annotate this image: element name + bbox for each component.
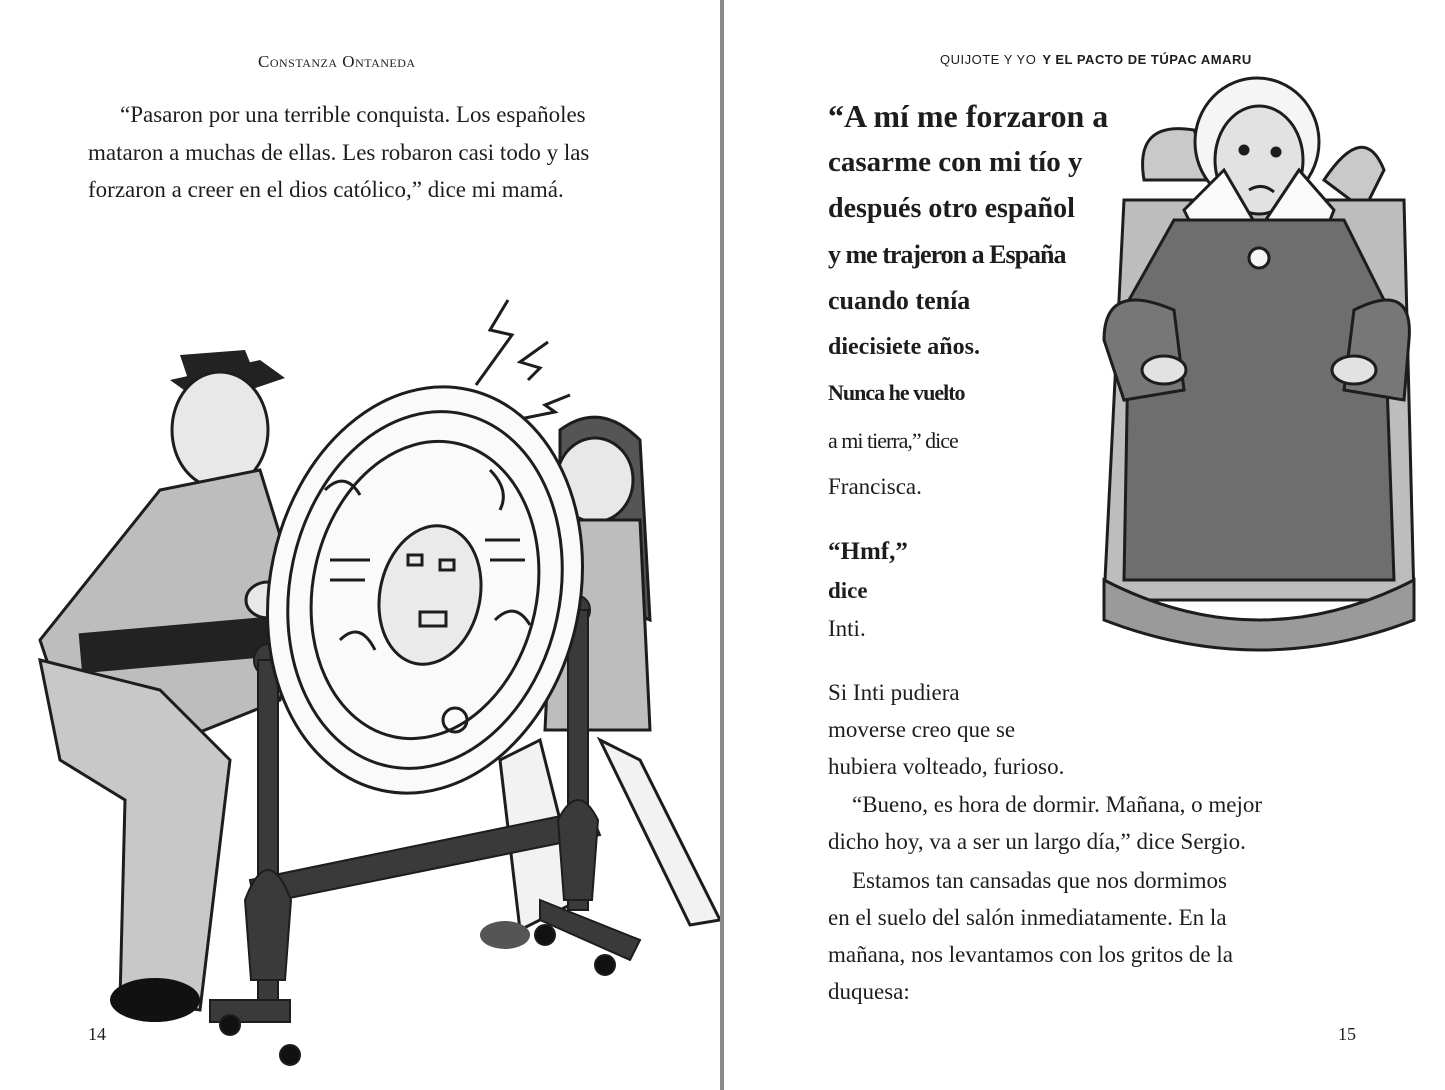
quote-line-6: diecisiete años. — [828, 334, 980, 360]
page-number-right: 15 — [1338, 1024, 1356, 1044]
book-title: Y EL PACTO DE TÚPAC AMARU — [1042, 52, 1252, 67]
right-page — [724, 0, 1445, 1090]
inti-line-1: Si Inti pudiera — [828, 680, 960, 705]
quote-line-7: Nunca he vuelto — [828, 380, 965, 405]
series-name: QUIJOTE Y YO — [940, 52, 1037, 67]
left-page — [0, 0, 720, 1090]
quote-line-1: “A mí me forzaron a — [828, 98, 1109, 134]
hmf-line-2: dice — [828, 578, 868, 603]
quote-line-2: casarme con mi tío y — [828, 146, 1083, 178]
quote-line-3: después otro español — [828, 193, 1075, 224]
inti-line-2: moverse creo que se — [828, 717, 1016, 742]
quote-line-9: Francisca. — [828, 474, 922, 499]
sergio-line-1: “Bueno, es hora de dormir. Mañana, o mejor — [852, 792, 1263, 817]
hmf-line-1: “Hmf,” — [828, 538, 908, 565]
final-line-1: Estamos tan cansadas que nos dormimos — [852, 868, 1227, 893]
illustration-duchess — [1064, 60, 1444, 660]
quote-line-8: a mi tierra,” dice — [828, 428, 958, 453]
left-paragraph: “Pasaron por una terrible conquista. Los españoles mataron a muchas de ellas. Les robaron casi todo y las forzaron a creer en el dios católico,” dice mi mamá. — [88, 102, 590, 202]
inti-line-3: hubiera volteado, furioso. — [828, 754, 1065, 779]
final-line-3: mañana, nos levantamos con los gritos de la — [828, 942, 1233, 967]
sergio-line-2: dicho hoy, va a ser un largo día,” dice Sergio. — [828, 829, 1246, 854]
page-number-left: 14 — [88, 1024, 106, 1044]
quote-line-4: y me trajeron a España — [828, 240, 1066, 269]
illustration-sun-disc-scene — [0, 0, 720, 1090]
quote-line-5: cuando tenía — [828, 286, 971, 315]
sun-disc — [231, 357, 619, 822]
running-head-author: Constanza Ontaneda — [258, 52, 416, 71]
hmf-line-3: Inti. — [828, 616, 866, 641]
final-line-4: duquesa: — [828, 979, 910, 1004]
final-line-2: en el suelo del salón inmediatamente. En la — [828, 905, 1227, 930]
